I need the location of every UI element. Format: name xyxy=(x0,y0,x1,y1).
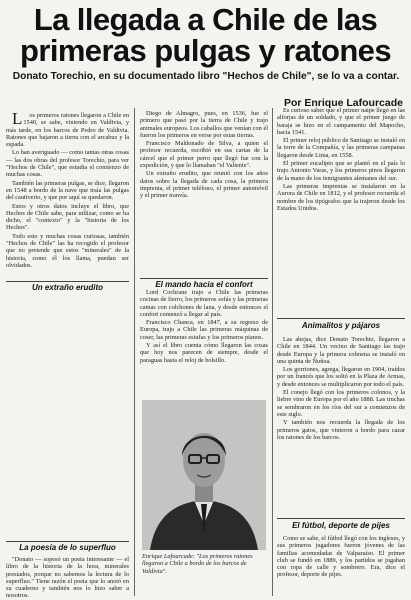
section-title-mando: El mando hacia el confort xyxy=(155,280,253,289)
column-2-middle-text xyxy=(140,289,268,392)
column-1-bottom-text xyxy=(6,556,129,598)
column-3-bottom-text xyxy=(277,535,405,598)
paragraph: "Donato — sopesó un poeta interesante — el libro de la historia de la hora, minerales prestados, porque no sabemos la lectura de lo superfluo." Tiene razón el poeta que lo anotó en su cuaderno y también nos lo hizo saber a nosotros. xyxy=(6,556,129,598)
section-rule xyxy=(6,541,129,542)
article-subhead: Donato Torechio, en su documentado libro "Hechos de Chile", se lo va a contar. xyxy=(12,71,400,82)
column-2-text xyxy=(140,110,268,277)
column-3-middle-text xyxy=(277,336,405,512)
paragraph: Las abejas, dice Donato Torechio, llegaron a Chile en 1844. Un vecino de Santiago las trajo desde Europa y la primera colmena se instaló en una quinta de Ñuñoa. xyxy=(277,336,405,365)
paragraph: Es curioso saber que el primer naipe llegó en las alforjas de un soldado, y que el primer juego de baraja se hizo en el campamento del Mapocho, hacia 1541. xyxy=(277,107,405,136)
photo-caption: Enrique Lafourcade: "Los primeros ratones llegaron a Chile a bordo de los barcos de Valdivia". xyxy=(142,553,253,575)
paragraph: Los gorriones, agrega, llegaron en 1904, traídos por un francés que los soltó en la Plaza de Armas, y desde entonces se multiplicaron por todo el país. xyxy=(277,366,405,388)
section-rule xyxy=(140,278,268,279)
paragraph: Francisco Chanca, en 1847, a su regreso de Europa, trajo a Chile las primeras máquinas de coser, las primeras estufas y los primeros pianos. xyxy=(140,319,268,341)
article-byline: Por Enrique Lafourcade xyxy=(283,97,403,109)
paragraph: Francisco Maldonado de Silva, a quien el profesor recuerda, escribió en sus cartas de la cárcel que el primer perro que llegó fue con la expedición, y que lo llamaban "el Valiente". xyxy=(140,140,268,170)
paragraph: Y también nos recuerda la llegada de los primeros gatos, que vinieron a bordo para cazar los ratones de los barcos. xyxy=(277,419,405,441)
article-headline: La llegada a Chile de las primeras pulgas y ratones xyxy=(20,2,391,68)
paragraph: Como se sabe, el fútbol llegó con los ingleses, y sus primeros jugadores fueron jóvenes de las familias acomodadas de Valparaíso. El primer club se fundó en 1889, y los partidos se jugaban con ropa de calle y sombrero. Era, dice el profesor, deporte de pijes. xyxy=(277,535,405,579)
section-rule xyxy=(277,318,405,319)
paragraph: Estos y otros datos incluye el libro, que Hechos de Chile sabe, para utilizar, como se ha dicho, el "contexto" y la "historia de los Hechos". xyxy=(6,202,129,232)
paragraph: Lo han averiguado — como tantas otras cosas — las dos obras del profesor Torechio, para ver "Hechos de Chile", que estudia el comienzo de muchas cosas. xyxy=(6,149,129,179)
column-divider xyxy=(134,108,135,596)
section-title-animalitos: Animalitos y pájaros xyxy=(301,321,381,330)
column-3-text xyxy=(277,107,405,313)
section-title-futbol: El fútbol, deporte de pijes xyxy=(292,521,390,530)
section-rule xyxy=(6,281,129,282)
paragraph: También las primeras pulgas, se dice, llegaron en 1548 a bordo de la nave que traía las pulgas del cautiverio, y que por aquí se quedaron. xyxy=(6,179,129,202)
section-title-erudito: Un extraño erudito xyxy=(31,283,104,292)
column-divider xyxy=(272,108,273,596)
paragraph: Lord Cochrane trajo a Chile las primeras cocinas de fierro, los primeros sofás y las primeras camas con colchones de lana, y desde entonces el confort comenzó a llegar al país. xyxy=(140,289,268,318)
section-rule xyxy=(277,518,405,519)
paragraph: Y así el libro cuenta cómo llegaron las cosas que hoy nos parecen de siempre, desde el paraguas hasta el reloj de bolsillo. xyxy=(140,342,268,364)
paragraph: Todo esto y muchas cosas curiosas, también "Hechos de Chile" las ha recogido el profesor que no pretende que estos "minerales" de la historia, como él los llama, puedan ser olvidados. xyxy=(6,232,129,269)
column-1-text xyxy=(6,112,129,482)
paragraph: Un extraño erudito, que reunió con los años datos sobre la llegada de cada cosa, la primera imprenta, el primer teléfono, el primer automóvil y el primer tranvía. xyxy=(140,170,268,200)
paragraph: Diego de Almagro, pues, en 1536, fue el primero que pasó por la tierra de Chile y trajo animales europeos. Los caballos que venían con él fueron los primeros en verse por estas tierras. xyxy=(140,110,268,139)
paragraph: El conejo llegó con los primeros colonos, y la liebre vino de Europa por el año 1888. Las truchas se sembraron en los ríos del sur a comienzos de este siglo. xyxy=(277,389,405,418)
author-portrait-photo xyxy=(142,400,266,550)
paragraph: Los primeros ratones llegaron a Chile en 1540, se sabe, viniendo en Valdivia, y más tarde, en los barcos de Pedro de Valdivia. Ratones que bajaron a tierra con el arcabuz y la espada. xyxy=(6,112,129,149)
paragraph: El primer reloj público de Santiago se instaló en la torre de la Compañía, y las primeras campanas llegaron desde Lima, en 1558. xyxy=(277,137,405,159)
paragraph: Las primeras imprentas se instalaron en la Aurora de Chile en 1812, y el profesor recuerda el nombre de los tipógrafos que la trajeron desde los Estados Unidos. xyxy=(277,182,405,212)
section-title-superflua: La poesía de lo superfluo xyxy=(19,543,116,552)
paragraph: El primer eucalipto que se plantó en el país lo trajo Antonio Varas, y los primeros pinos llegaron de la mano de los inmigrantes alemanes del sur. xyxy=(277,160,405,182)
